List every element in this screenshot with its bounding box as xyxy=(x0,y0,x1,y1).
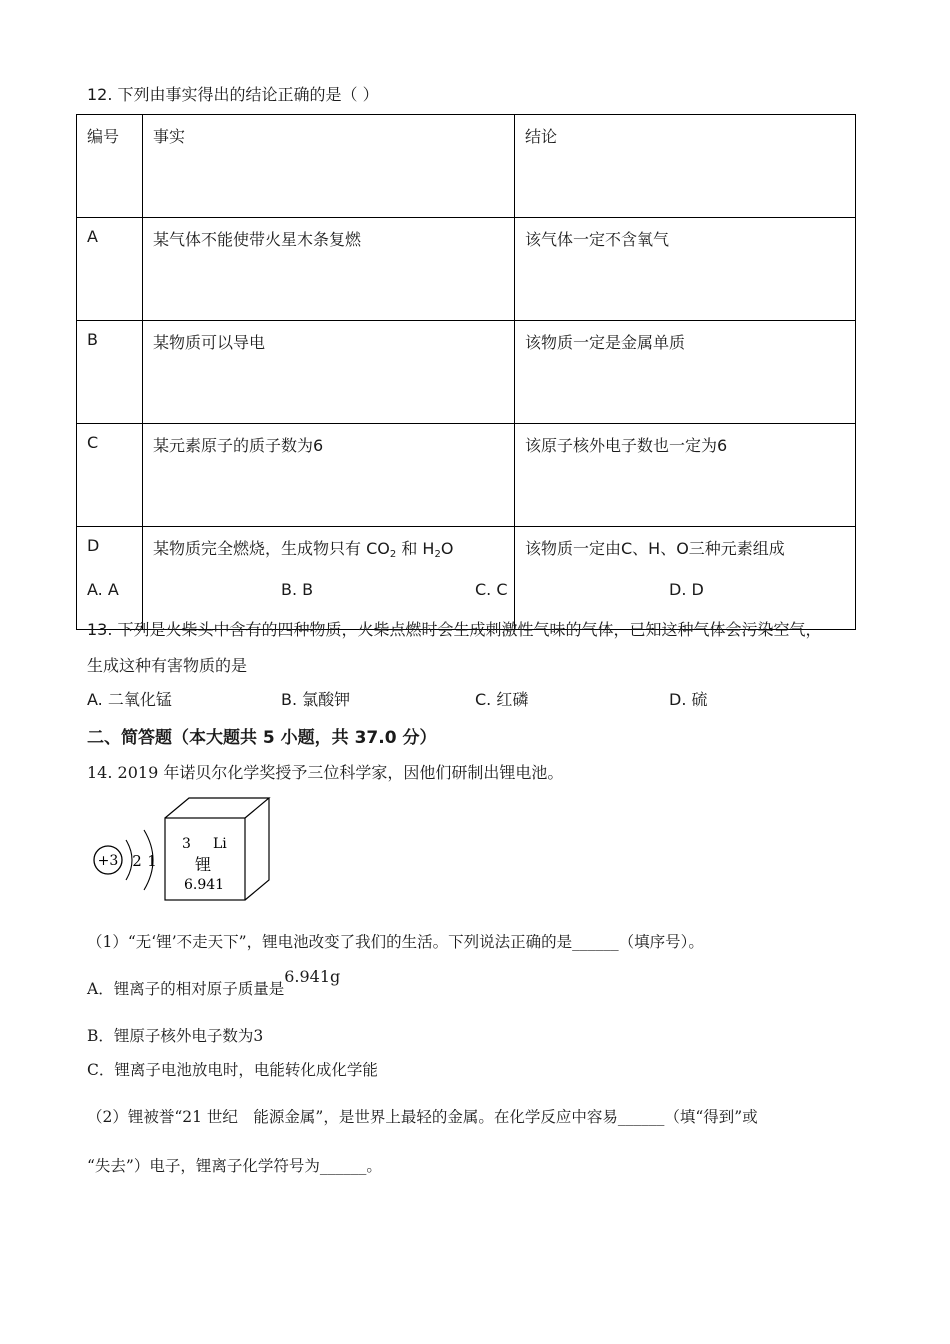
element-cell xyxy=(165,798,269,900)
subscript: 2 xyxy=(434,549,441,560)
q12-option-b: B. B xyxy=(281,580,314,599)
q14-part2-line2: “失去”）电子，锂离子化学符号为______。 xyxy=(87,1157,382,1175)
element-name: 锂 xyxy=(194,855,212,874)
table-row xyxy=(77,218,856,321)
cell-top-face xyxy=(165,798,269,818)
q14-choice-a xyxy=(87,967,341,999)
fact-text: O xyxy=(440,539,454,558)
q12-option-a: A. A xyxy=(87,580,119,599)
section-heading: 二、简答题（本大题共 5 小题，共 37.0 分） xyxy=(87,728,437,748)
table-row xyxy=(77,527,856,630)
q12-option-c: C. C xyxy=(475,580,508,599)
q13-option-d: D. 硫 xyxy=(669,690,708,709)
q13-option-a: A. 二氧化锰 xyxy=(87,690,172,709)
q14-choice-c: C．锂离子电池放电时，电能转化成化学能 xyxy=(87,1061,378,1079)
shell2-electrons: 1 xyxy=(147,852,157,870)
row-id: A xyxy=(77,218,143,321)
cell-side-face xyxy=(245,798,269,900)
q12-table xyxy=(76,114,856,630)
row-conclusion: 该气体一定不含氧气 xyxy=(515,218,856,321)
row-id: D xyxy=(77,527,143,630)
atomic-mass: 6.941 xyxy=(184,877,225,893)
atomic-number: 3 xyxy=(182,836,191,852)
row-conclusion: 该原子核外电子数也一定为6 xyxy=(515,424,856,527)
row-id: B xyxy=(77,321,143,424)
row-fact: 某气体不能使带火星木条复燃 xyxy=(143,218,515,321)
q14-part2-line1: （2）锂被誉“21 世纪 能源金属”，是世界上最轻的金属。在化学反应中容易______（填“得到”或 xyxy=(87,1108,758,1126)
q13-option-b: B. 氯酸钾 xyxy=(281,690,351,709)
lithium-figure xyxy=(86,796,276,906)
shell1-electrons: 2 xyxy=(132,852,142,870)
row-conclusion: 该物质一定由C、H、O三种元素组成 xyxy=(515,527,856,630)
row-fact: 某物质可以导电 xyxy=(143,321,515,424)
subscript: 2 xyxy=(389,549,397,560)
row-fact xyxy=(143,527,515,630)
q14-part1: （1）“无‘锂’不走天下”，锂电池改变了我们的生活。下列说法正确的是______（填序号）。 xyxy=(87,933,704,951)
atom-structure-diagram xyxy=(94,830,157,890)
table-row xyxy=(77,424,856,527)
element-symbol: Li xyxy=(213,836,227,852)
q14-choice-b: B．锂原子核外电子数为3 xyxy=(87,1027,264,1045)
q12-stem: 12. 下列由事实得出的结论正确的是（ ） xyxy=(87,85,379,104)
row-fact: 某元素原子的质子数为6 xyxy=(143,424,515,527)
table-header-row xyxy=(77,115,856,218)
choice-a-value: 6.941g xyxy=(284,967,341,986)
fact-text: 和 H xyxy=(396,539,435,558)
choice-a-text: A．锂离子的相对原子质量是 xyxy=(87,980,285,998)
fact-text: 某物质完全燃烧，生成物只有 CO xyxy=(153,539,390,558)
row-conclusion: 该物质一定是金属单质 xyxy=(515,321,856,424)
q13-stem-line1: 13. 下列是火柴头中含有的四种物质，火柴点燃时会生成刺激性气味的气体，已知这种气体会污染空气， xyxy=(87,620,822,639)
q13-option-c: C. 红磷 xyxy=(475,690,529,709)
q13-stem-line2: 生成这种有害物质的是 xyxy=(87,656,248,675)
row-id: C xyxy=(77,424,143,527)
header-id: 编号 xyxy=(77,115,143,218)
electron-shell-1 xyxy=(126,840,132,880)
table-row xyxy=(77,321,856,424)
q12-option-d: D. D xyxy=(669,580,704,599)
header-conclusion: 结论 xyxy=(515,115,856,218)
q14-stem: 14. 2019 年诺贝尔化学奖授予三位科学家，因他们研制出锂电池。 xyxy=(87,763,564,782)
header-fact: 事实 xyxy=(143,115,515,218)
nucleus-charge: +3 xyxy=(97,853,119,869)
